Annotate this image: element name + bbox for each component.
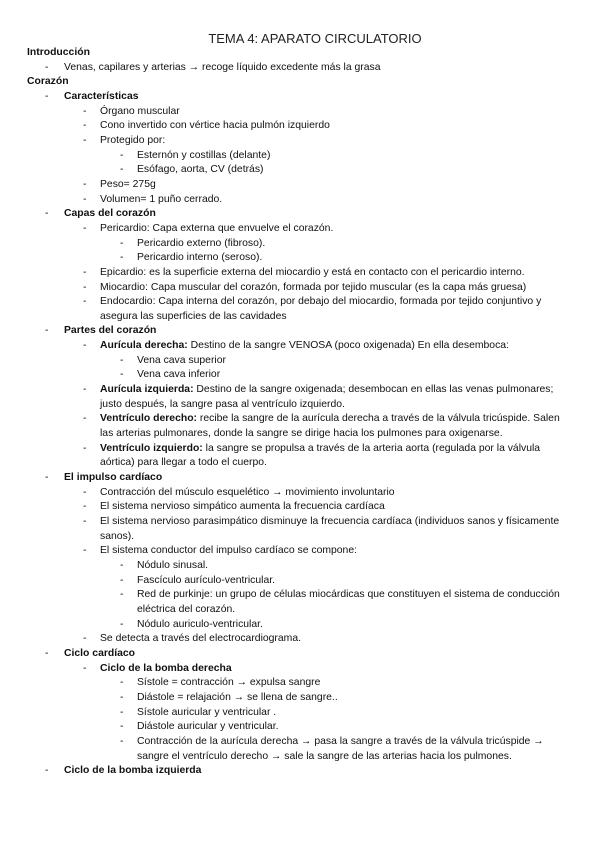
section-heading	[0, 75, 600, 90]
bold-label: Ventrículo izquierdo:	[100, 442, 203, 454]
bullet-dash-icon: -	[83, 413, 87, 425]
list-item	[0, 354, 600, 369]
bullet-dash-icon: -	[83, 222, 87, 234]
bullet-dash-icon: -	[45, 325, 49, 337]
bullet-dash-icon: -	[45, 647, 49, 659]
bold-label: Partes del corazón	[64, 325, 157, 337]
bullet-dash-icon: -	[120, 589, 124, 601]
item-text: Endocardio: Capa interna del corazón, por debajo del miocardio, formada por tejido conjuntivo y asegura las superficies de las cavidades	[100, 296, 542, 322]
list-item	[0, 178, 600, 193]
item-text: Pericardio: Capa externa que envuelve el corazón.	[100, 222, 334, 234]
bullet-dash-icon: -	[120, 252, 124, 264]
item-text: Destino de la sangre VENOSA (poco oxigenada) En ella desemboca:	[187, 340, 509, 352]
list-item	[0, 251, 600, 266]
list-item	[0, 237, 600, 252]
list-item	[0, 764, 600, 779]
bullet-dash-icon: -	[120, 706, 124, 718]
bold-label: El impulso cardíaco	[64, 472, 163, 484]
document-page	[0, 31, 600, 779]
bullet-dash-icon: -	[83, 105, 87, 117]
list-item	[0, 134, 600, 149]
item-text: El sistema conductor del impulso cardíaco se compone:	[100, 545, 358, 557]
list-item	[0, 618, 600, 633]
list-item	[0, 544, 600, 559]
bullet-dash-icon: -	[120, 164, 124, 176]
item-text: Diástole auricular y ventricular.	[137, 721, 279, 733]
section-heading	[0, 46, 600, 61]
item-text: Nódulo auriculo-ventricular.	[137, 618, 263, 630]
list-item	[0, 471, 600, 486]
bullet-dash-icon: -	[120, 559, 124, 571]
bullet-dash-icon: -	[120, 354, 124, 366]
list-item	[0, 574, 600, 589]
bullet-dash-icon: -	[83, 501, 87, 513]
item-text: Miocardio: Capa muscular del corazón, formada por tejido muscular (es la capa más gruesa)	[100, 281, 527, 293]
item-text: Esófago, aorta, CV (detrás)	[137, 164, 264, 176]
bullet-dash-icon: -	[120, 574, 124, 586]
list-item	[0, 281, 600, 296]
bold-label: Ciclo de la bomba derecha	[100, 662, 232, 674]
item-text: Sístole auricular y ventricular .	[137, 706, 277, 718]
list-item	[0, 295, 600, 324]
bullet-dash-icon: -	[45, 472, 49, 484]
list-item	[0, 119, 600, 134]
list-item	[0, 588, 600, 617]
list-item	[0, 222, 600, 237]
page-title: TEMA 4: APARATO CIRCULATORIO	[208, 31, 422, 46]
item-text: Nódulo sinusal.	[137, 559, 209, 571]
bullet-dash-icon: -	[83, 178, 87, 190]
bullet-dash-icon: -	[120, 237, 124, 249]
list-item	[0, 647, 600, 662]
item-text: Esternón y costillas (delante)	[137, 149, 271, 161]
list-item	[0, 442, 600, 471]
item-text: Vena cava superior	[137, 354, 226, 366]
bullet-dash-icon: -	[83, 384, 87, 396]
bullet-dash-icon: -	[83, 134, 87, 146]
list-item	[0, 559, 600, 574]
bold-label: Corazón	[27, 76, 69, 88]
bold-label: Introducción	[27, 47, 90, 58]
bullet-dash-icon: -	[83, 633, 87, 645]
list-item	[0, 266, 600, 281]
item-text: Se detecta a través del electrocardiograma.	[100, 633, 301, 645]
item-text: Fascículo aurículo-ventricular.	[137, 574, 276, 586]
item-text: Vena cava inferior	[137, 369, 221, 381]
list-item	[0, 486, 600, 501]
item-text: Volumen= 1 puño cerrado.	[100, 193, 223, 205]
list-item	[0, 706, 600, 721]
bullet-dash-icon: -	[83, 266, 87, 278]
item-text: Protegido por:	[100, 134, 166, 146]
item-text: Órgano muscular	[100, 105, 180, 117]
bullet-dash-icon: -	[120, 369, 124, 381]
bullet-dash-icon: -	[83, 193, 87, 205]
bullet-dash-icon: -	[83, 662, 87, 674]
bullet-dash-icon: -	[83, 120, 87, 132]
bold-label: Ciclo de la bomba izquierda	[64, 765, 202, 777]
item-text: Peso= 275g	[100, 178, 156, 190]
bullet-dash-icon: -	[83, 486, 87, 498]
bullet-dash-icon: -	[120, 691, 124, 703]
item-text: Cono invertido con vértice hacia pulmón izquierdo	[100, 120, 330, 132]
notes-list	[0, 46, 600, 779]
list-item	[0, 163, 600, 178]
bullet-dash-icon: -	[83, 545, 87, 557]
item-text: Contracción del músculo esquelético → movimiento involuntario	[100, 486, 395, 498]
list-item	[0, 500, 600, 515]
bullet-dash-icon: -	[45, 61, 49, 73]
bold-label: Características	[64, 90, 139, 102]
item-text: Contracción de la aurícula derecha → pasa la sangre a través de la válvula tricúspide → sangre el ventrículo derecho → sale la sangre de las arterias hacia los pulmones.	[137, 735, 544, 762]
list-item	[0, 105, 600, 120]
bullet-dash-icon: -	[83, 281, 87, 293]
bullet-dash-icon: -	[83, 340, 87, 352]
bold-label: Aurícula izquierda:	[100, 384, 194, 396]
list-item	[0, 207, 600, 222]
bullet-dash-icon: -	[45, 90, 49, 102]
item-text: recibe la sangre de la aurícula derecha a través de la válvula tricúspide. Salen las arterias pulmonares, donde la sangre se dirige hacia los pulmones para oxigenarse.	[100, 413, 560, 440]
list-item	[0, 632, 600, 647]
item-text: Venas, capilares y arterias → recoge líquido excedente más la grasa	[64, 61, 381, 73]
list-item	[0, 193, 600, 208]
list-item	[0, 662, 600, 677]
list-item	[0, 515, 600, 544]
bullet-dash-icon: -	[83, 516, 87, 527]
item-text: Pericardio interno (seroso).	[137, 252, 263, 264]
item-text: Red de purkinje: un grupo de células miocárdicas que constituyen el sistema de conducción eléctrica del corazón.	[137, 589, 560, 615]
bold-label: Aurícula derecha:	[100, 340, 188, 352]
list-item	[0, 720, 600, 735]
list-item	[0, 383, 600, 412]
item-text: El sistema nervioso simpático aumenta la frecuencia cardíaca	[100, 501, 385, 513]
item-text: Destino de la sangre oxigenada; desembocan en ellas las venas pulmonares; justo después, la sangre pasa al ventrículo izquierdo.	[100, 384, 554, 410]
bullet-dash-icon: -	[120, 735, 124, 747]
list-item	[0, 61, 600, 76]
list-item	[0, 691, 600, 706]
item-text: Sístole = contracción → expulsa sangre	[137, 677, 321, 689]
item-text: la sangre se propulsa a través de la arteria aorta (regulada por la válvula aórtica) para llegar a todo el cuerpo.	[100, 442, 541, 469]
bullet-dash-icon: -	[45, 765, 49, 777]
bold-label: Ciclo cardíaco	[64, 647, 136, 659]
bullet-dash-icon: -	[120, 677, 124, 689]
list-item	[0, 324, 600, 339]
item-text: Epicardio: es la superficie externa del miocardio y está en contacto con el pericardio interno.	[100, 266, 525, 278]
list-item	[0, 368, 600, 383]
bullet-dash-icon: -	[83, 442, 87, 454]
bullet-dash-icon: -	[45, 208, 49, 220]
bold-label: Capas del corazón	[64, 208, 156, 220]
list-item	[0, 735, 600, 764]
list-item	[0, 90, 600, 105]
bold-label: Ventrículo derecho:	[100, 413, 198, 425]
item-text: Diástole = relajación → se llena de sangre..	[137, 691, 338, 703]
bullet-dash-icon: -	[120, 721, 124, 733]
list-item	[0, 339, 600, 354]
list-item	[0, 149, 600, 164]
item-text: El sistema nervioso parasimpático disminuye la frecuencia cardíaca (individuos sanos y físicamente sanos).	[100, 516, 560, 542]
list-item	[0, 676, 600, 691]
bullet-dash-icon: -	[83, 296, 87, 308]
bullet-dash-icon: -	[120, 618, 124, 630]
item-text: Pericardio externo (fibroso).	[137, 237, 266, 249]
bullet-dash-icon: -	[120, 149, 124, 161]
list-item	[0, 412, 600, 441]
